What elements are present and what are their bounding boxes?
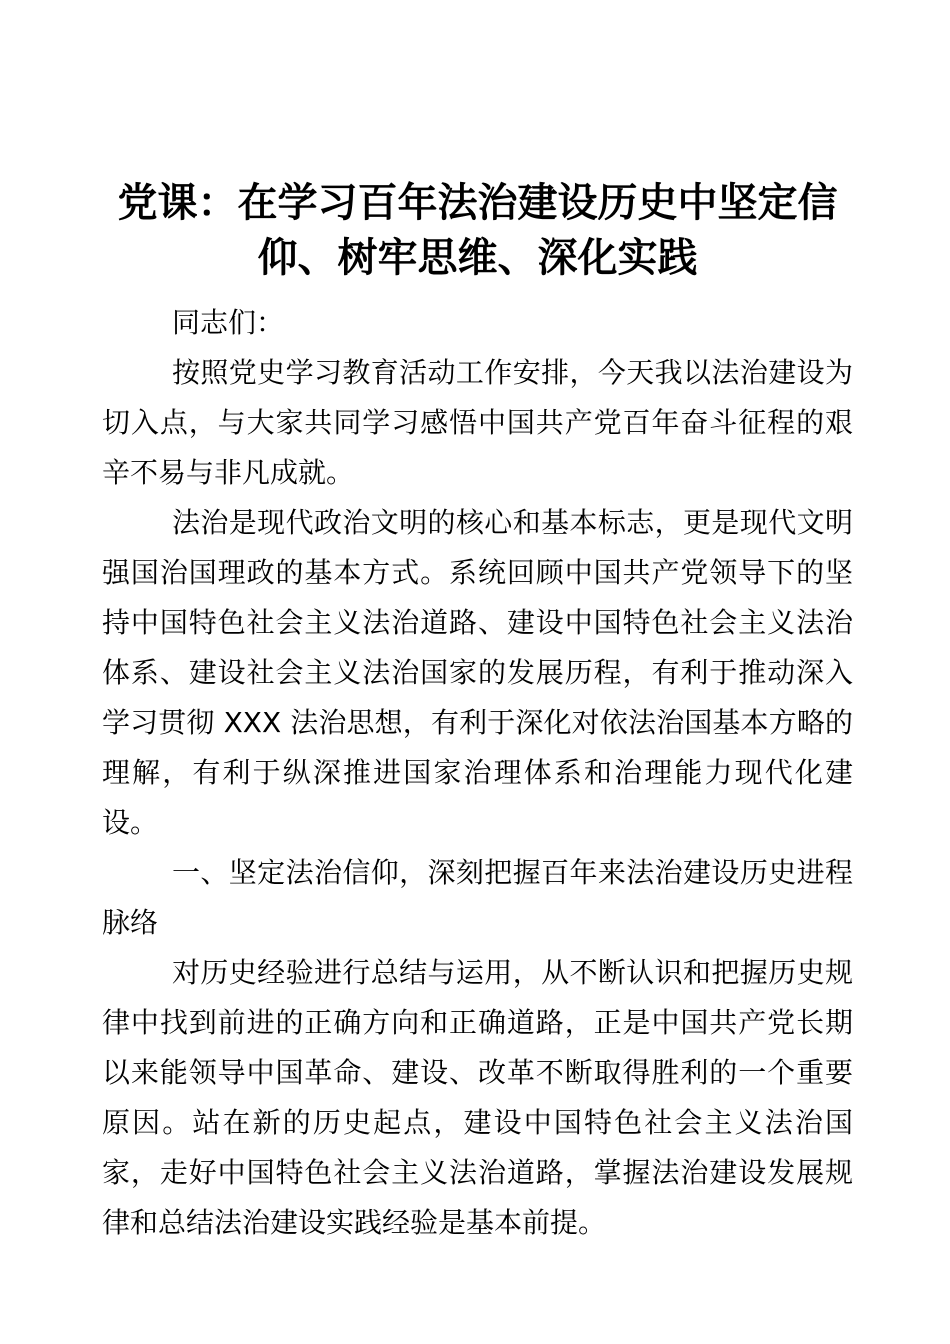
paragraph-significance: 法治是现代政治文明的核心和基本标志，更是现代文明强国治国理政的基本方式。系统回顾中国共产党领导下的坚持中国特色社会主义法治道路、建设中国特色社会主义法治体系、建设社会主义法治国家的发展历程，有利于推动深入学习贯彻 XXX 法治思想，有利于深化对依法治国基本方略的理解，有利于纵深推进国家治理体系和治理能力现代化建设。 — [102, 506, 853, 839]
section-heading-1: 一、坚定法治信仰，深刻把握百年来法治建设历史进程脉络 — [102, 856, 853, 939]
salutation: 同志们： — [172, 306, 285, 339]
document-title: 党课：在学习百年法治建设历史中坚定信仰、树牢思维、深化实践 — [117, 179, 838, 281]
paragraph-section1-body: 对历史经验进行总结与运用，从不断认识和把握历史规律中找到前进的正确方向和正确道路，正是中国共产党长期以来能领导中国革命、建设、改革不断取得胜利的一个重要原因。站在新的历史起点，建设中国特色社会主义法治国家，走好中国特色社会主义法治道路，掌握法治建设发展规律和总结法治建设实践经验是基本前提。 — [102, 956, 853, 1239]
paragraph-opening: 按照党史学习教育活动工作安排，今天我以法治建设为切入点，与大家共同学习感悟中国共产党百年奋斗征程的艰辛不易与非凡成就。 — [102, 356, 853, 489]
